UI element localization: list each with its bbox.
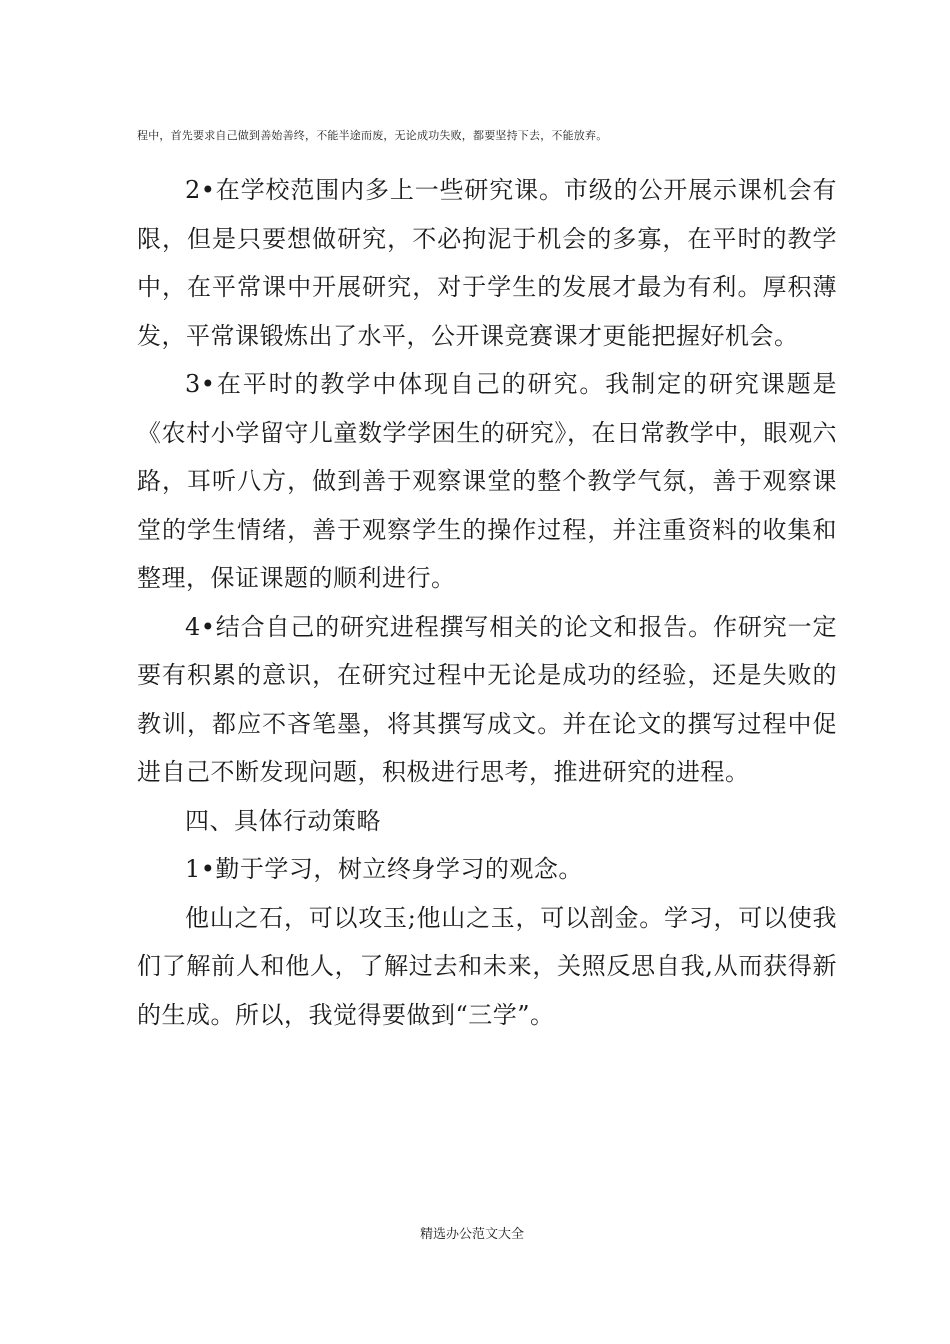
paragraph-daily-research: 3•在平时的教学中体现自己的研究。我制定的研究课题是《农村小学留守儿童数学学困生的研究》，在日常教学中，眼观六路，耳听八方，做到善于观察课堂的整个教学气氛，善于观察课堂的学生情绪，善于观察学生的操作过程，并注重资料的收集和整理，保证课题的顺利进行。 <box>137 370 837 592</box>
paragraph-papers-reports: 4•结合自己的研究进程撰写相关的论文和报告。作研究一定要有积累的意识，在研究过程中无论是成功的经验，还是失败的教训，都应不吝笔墨，将其撰写成文。并在论文的撰写过程中促进自己不断发现问题，积极进行思考，推进研究的进程。 <box>137 612 837 786</box>
page-footer: 精选办公范文大全 <box>420 1227 525 1242</box>
section-heading-action-strategy: 四、具体行动策略 <box>185 806 381 835</box>
paragraph-lifelong-learning: 1•勤于学习，树立终身学习的观念。 <box>185 855 583 883</box>
continued-text-line: 程中，首先要求自己做到善始善终，不能半途而废，无论成功失败，都要坚持下去，不能放弃。 <box>137 129 608 142</box>
paragraph-three-learnings: 他山之石，可以攻玉;他山之玉，可以剖金。学习，可以使我们了解前人和他人，了解过去和未来，关照反思自我,从而获得新的生成。所以，我觉得要做到“三学”。 <box>137 903 837 1029</box>
document-body <box>137 166 837 1039</box>
paragraph-research-lessons: 2•在学校范围内多上一些研究课。市级的公开展示课机会有限，但是只要想做研究，不必拘泥于机会的多寡，在平时的教学中，在平常课中开展研究，对于学生的发展才最为有利。厚积薄发，平常课锻炼出了水平，公开课竞赛课才更能把握好机会。 <box>137 176 837 350</box>
